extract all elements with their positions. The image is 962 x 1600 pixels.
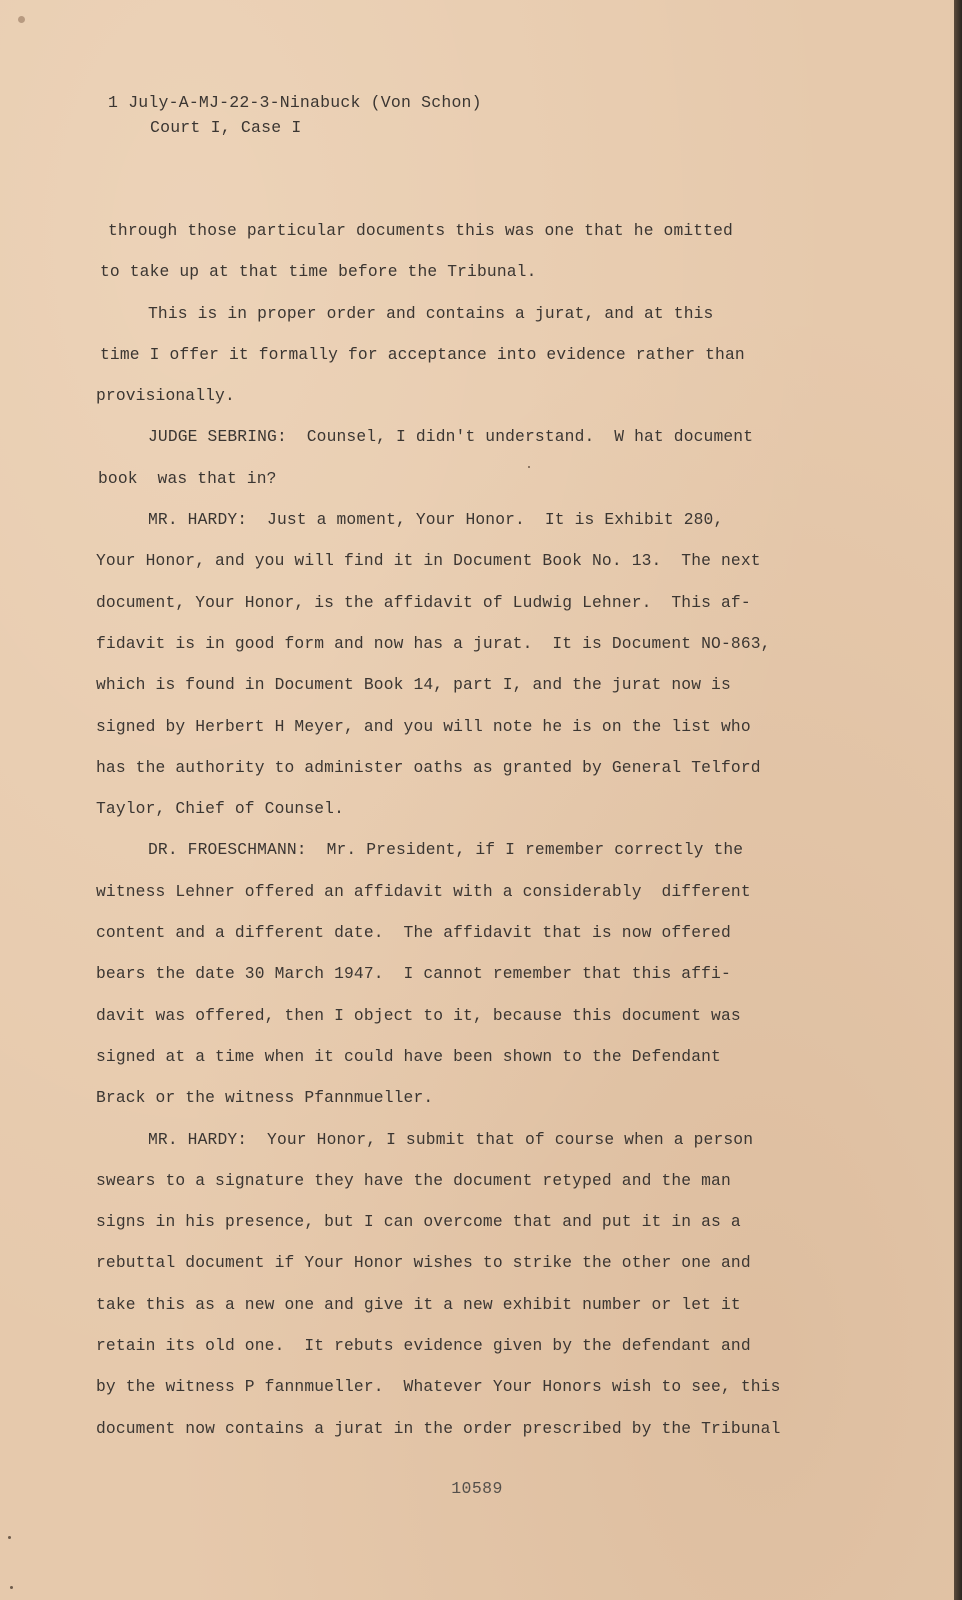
paper-speck [8, 1536, 11, 1539]
text-line: Brack or the witness Pfannmueller. [96, 1088, 434, 1108]
text-line: has the authority to administer oaths as granted by General Telford [96, 757, 761, 777]
text-line: swears to a signature they have the document retyped and the man [96, 1170, 731, 1190]
punch-mark [18, 16, 25, 23]
text-line: provisionally. [96, 386, 235, 406]
text-line: MR. HARDY: Your Honor, I submit that of course when a person [148, 1129, 754, 1149]
text-line: signed at a time when it could have been shown to the Defendant [96, 1046, 721, 1066]
text-line: time I offer it formally for acceptance into evidence rather than [100, 344, 745, 364]
paper-speck [528, 466, 530, 468]
text-line: which is found in Document Book 14, part I, and the jurat now is [96, 675, 731, 695]
paper-speck [10, 1586, 13, 1589]
text-line: take this as a new one and give it a new exhibit number or let it [96, 1294, 741, 1314]
page-number: 10589 [451, 1479, 503, 1498]
text-line: This is in proper order and contains a jurat, and at this [148, 303, 714, 323]
text-line: document, Your Honor, is the affidavit of Ludwig Lehner. This af- [96, 592, 751, 612]
text-line: document now contains a jurat in the order prescribed by the Tribunal [96, 1418, 781, 1438]
document-header [108, 90, 482, 140]
text-line: rebuttal document if Your Honor wishes to strike the other one and [96, 1253, 751, 1273]
text-line: signs in his presence, but I can overcome that and put it in as a [96, 1212, 741, 1232]
text-line: bears the date 30 March 1947. I cannot remember that this affi- [96, 964, 731, 984]
text-line: fidavit is in good form and now has a jurat. It is Document NO-863, [96, 633, 771, 653]
text-line: witness Lehner offered an affidavit with a considerably different [96, 881, 751, 901]
text-line: to take up at that time before the Tribunal. [100, 262, 537, 282]
text-line: davit was offered, then I object to it, because this document was [96, 1005, 741, 1025]
text-line: through those particular documents this was one that he omitted [108, 221, 733, 240]
text-line: signed by Herbert H Meyer, and you will note he is on the list who [96, 716, 751, 736]
text-line: book was that in? [98, 468, 277, 488]
text-line: by the witness P fannmueller. Whatever Your Honors wish to see, this [96, 1377, 781, 1397]
text-line: retain its old one. It rebuts evidence given by the defendant and [96, 1336, 751, 1356]
header-line-1: 1 July-A-MJ-22-3-Ninabuck (Von Schon) [108, 93, 482, 112]
text-line: Your Honor, and you will find it in Document Book No. 13. The next [96, 551, 761, 571]
page-edge [954, 0, 962, 1600]
transcript-body [96, 210, 796, 1449]
text-line: MR. HARDY: Just a moment, Your Honor. It is Exhibit 280, [148, 510, 724, 530]
text-line: DR. FROESCHMANN: Mr. President, if I remember correctly the [148, 840, 744, 860]
text-line: content and a different date. The affidavit that is now offered [96, 923, 731, 943]
text-line: JUDGE SEBRING: Counsel, I didn't understand. W hat document [148, 427, 754, 447]
header-line-2: Court I, Case I [150, 118, 302, 137]
text-line: Taylor, Chief of Counsel. [96, 799, 345, 819]
